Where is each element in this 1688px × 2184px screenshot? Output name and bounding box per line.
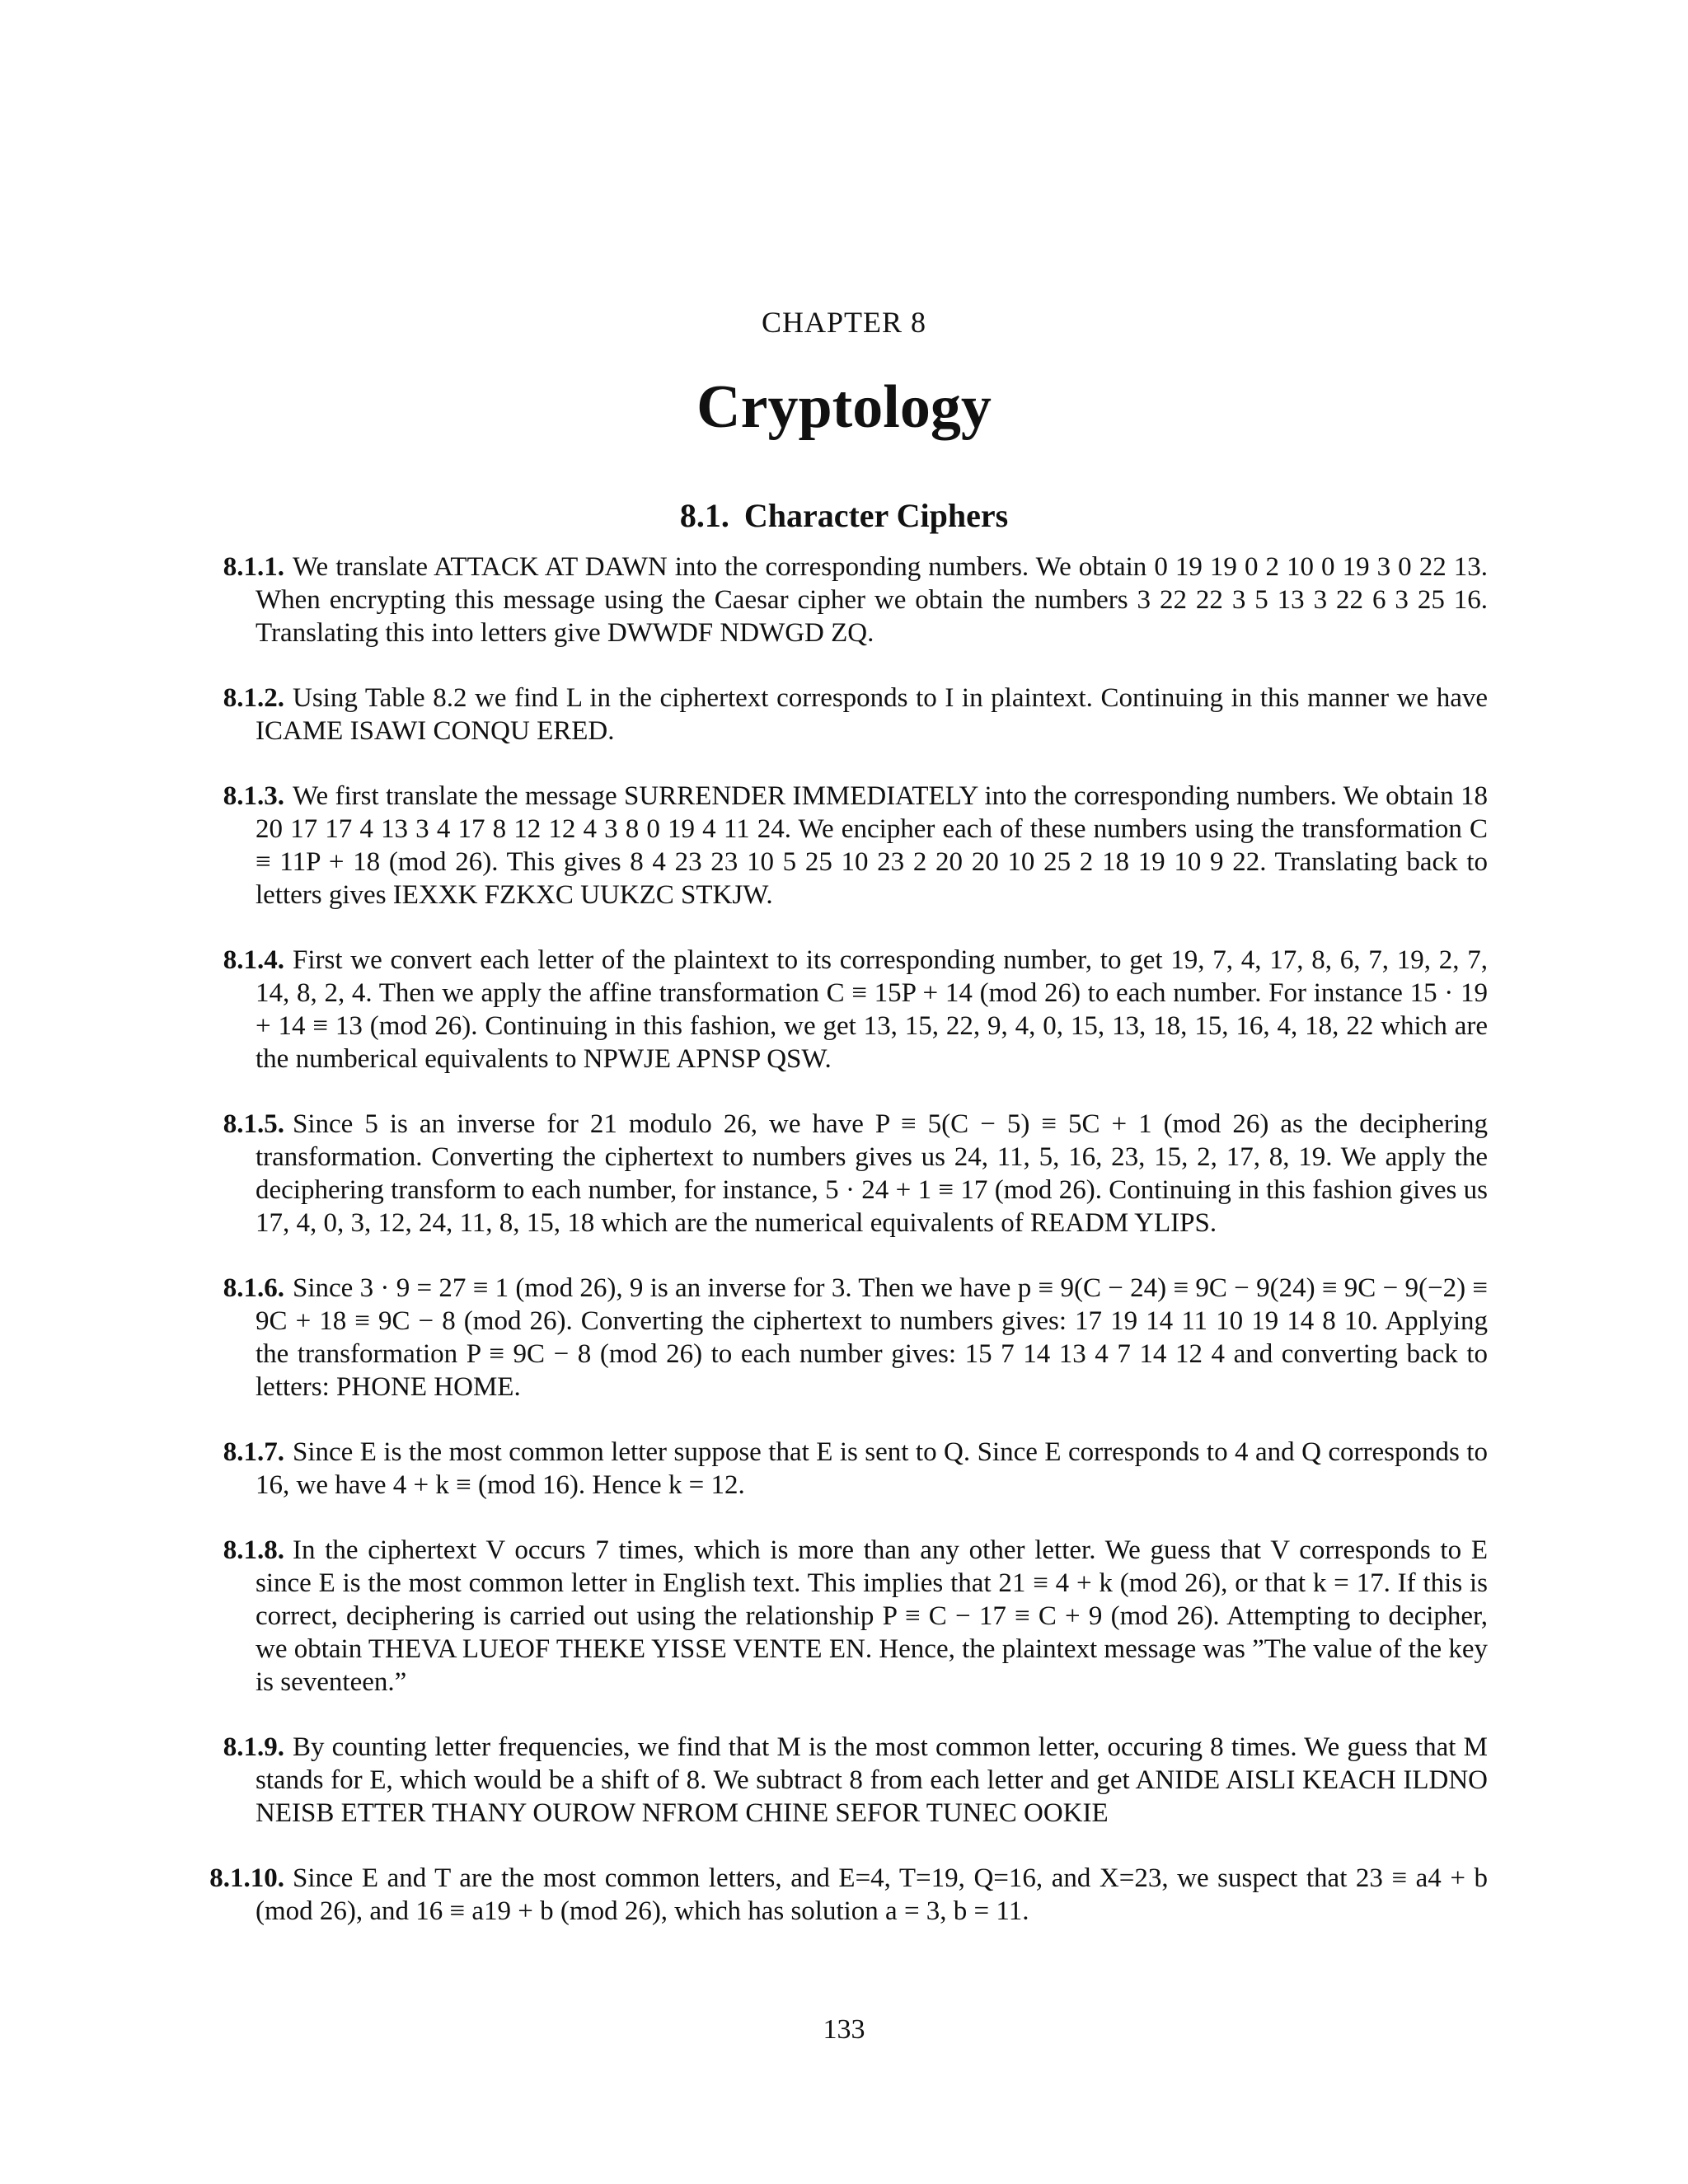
exercise-text: First we convert each letter of the plaintext to its corresponding number, to get 19, 7, 4, 17, 8, 6, 7, 19, 2, 7, 14, 8, 2, 4. Then we apply the affine transformation C ≡ 15P + 14 (mod 26) to each number. For instance 15 · 19 + 14 ≡ 13 (mod 26). Continuing in this fashion, we get 13, 15, 22, 9, 4, 0, 15, 13, 18, 15, 16, 4, 18, 22 which are the numberical equivalents to NPWJE APNSP QSW. — [256, 945, 1488, 1074]
exercise-text: Using Table 8.2 we find L in the ciphertext corresponds to I in plaintext. Continuing in this manner we have ICAME ISAWI CONQU ERED. — [256, 683, 1488, 746]
exercise-text: By counting letter frequencies, we find that M is the most common letter, occuring 8 times. We guess that M stands for E, which would be a shift of 8. We subtract 8 from each letter and get ANIDE AISLI KEACH ILDNO NEISB ETTER THANY OUROW NFROM CHINE SEFOR TUNEC OOKIE — [256, 1732, 1488, 1828]
section-heading — [0, 496, 1688, 535]
exercise-number: 8.1.7. — [223, 1437, 284, 1467]
exercise-8-1-4 — [177, 944, 1488, 1076]
exercise-text: We first translate the message SURRENDER IMMEDIATELY into the corresponding numbers. We obtain 18 20 17 17 4 13 3 4 17 8 12 12 4 3 8 0 19 4 11 24. We encipher each of these numbers using the transformation C ≡ 11P + 18 (mod 26). This gives 8 4 23 23 10 5 25 10 23 2 20 20 10 25 2 18 19 10 9 22. Translating back to letters gives IEXXK FZKXC UUKZC STKJW. — [256, 781, 1488, 910]
exercise-8-1-6 — [177, 1272, 1488, 1404]
chapter-label: CHAPTER 8 — [761, 306, 927, 339]
exercise-text: Since 5 is an inverse for 21 modulo 26, we have P ≡ 5(C − 5) ≡ 5C + 1 (mod 26) as the deciphering transformation. Converting the ciphertext to numbers gives us 24, 11, 5, 16, 23, 15, 2, 17, 8, 19. We apply the deciphering transform to each number, for instance, 5 · 24 + 1 ≡ 17 (mod 26). Continuing in this fashion gives us 17, 4, 0, 3, 12, 24, 11, 8, 15, 18 which are the numerical equivalents of READM YLIPS. — [256, 1109, 1488, 1238]
chapter-title: Cryptology — [696, 373, 992, 441]
exercise-number: 8.1.1. — [223, 552, 284, 582]
exercise-text: Since E is the most common letter suppose that E is sent to Q. Since E corresponds to 4 and Q corresponds to 16, we have 4 + k ≡ (mod 16). Hence k = 12. — [256, 1437, 1488, 1500]
exercise-number: 8.1.3. — [223, 781, 284, 811]
exercise-8-1-8 — [177, 1534, 1488, 1699]
exercise-text: Since E and T are the most common letters, and E=4, T=19, Q=16, and X=23, we suspect that 23 ≡ a4 + b (mod 26), and 16 ≡ a19 + b (mod 26), which has solution a = 3, b = 11. — [256, 1863, 1488, 1926]
exercise-list — [177, 551, 1488, 1960]
exercise-8-1-2 — [177, 682, 1488, 748]
exercise-8-1-3 — [177, 780, 1488, 912]
exercise-8-1-1 — [177, 551, 1488, 649]
exercise-8-1-5 — [177, 1108, 1488, 1240]
exercise-number: 8.1.8. — [223, 1535, 284, 1565]
section-number: 8.1. — [679, 497, 729, 534]
exercise-8-1-7 — [177, 1436, 1488, 1502]
exercise-text: We translate ATTACK AT DAWN into the corresponding numbers. We obtain 0 19 19 0 2 10 0 19 3 0 22 13. When encrypting this message using the Caesar cipher we obtain the numbers 3 22 22 3 5 13 3 22 6 3 25 16. Translating this into letters give DWWDF NDWGD ZQ. — [256, 552, 1488, 648]
section-title: Character Ciphers — [743, 497, 1009, 534]
exercise-number: 8.1.9. — [223, 1732, 284, 1762]
exercise-text: In the ciphertext V occurs 7 times, which is more than any other letter. We guess that V corresponds to E since E is the most common letter in English text. This implies that 21 ≡ 4 + k (mod 26), or that k = 17. If this is correct, deciphering is carried out using the relationship P ≡ C − 17 ≡ C + 9 (mod 26). Attempting to decipher, we obtain THEVA LUEOF THEKE YISSE VENTE EN. Hence, the plaintext message was ”The value of the key is seventeen.” — [256, 1535, 1488, 1697]
exercise-text: Since 3 · 9 = 27 ≡ 1 (mod 26), 9 is an inverse for 3. Then we have p ≡ 9(C − 24) ≡ 9C − 9(24) ≡ 9C − 9(−2) ≡ 9C + 18 ≡ 9C − 8 (mod 26). Converting the ciphertext to numbers gives: 17 19 14 11 10 19 14 8 10. Applying the transformation P ≡ 9C − 8 (mod 26) to each number gives: 15 7 14 13 4 7 14 12 4 and converting back to letters: PHONE HOME. — [256, 1273, 1488, 1402]
exercise-number: 8.1.4. — [223, 945, 284, 975]
page-number: 133 — [823, 2014, 865, 2045]
exercise-number: 8.1.10. — [209, 1863, 284, 1893]
exercise-8-1-9 — [177, 1731, 1488, 1830]
exercise-number: 8.1.2. — [223, 683, 284, 713]
exercise-8-1-10 — [177, 1862, 1488, 1928]
exercise-number: 8.1.5. — [223, 1109, 284, 1139]
exercise-number: 8.1.6. — [223, 1273, 284, 1303]
